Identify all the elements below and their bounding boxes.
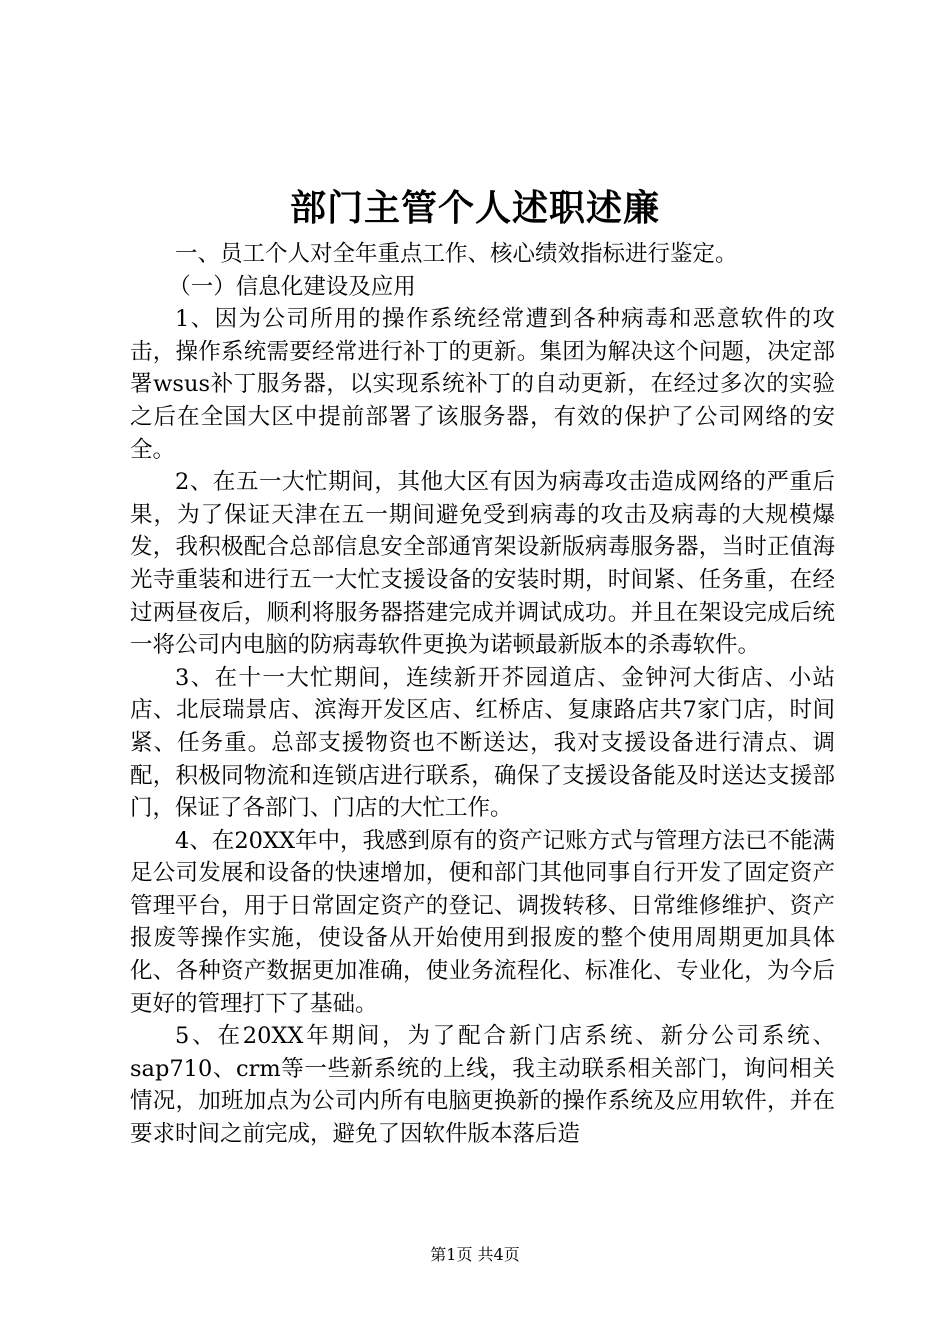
paragraph-item-5: 5、在20XX年期间，为了配合新门店系统、新分公司系统、sap710、crm等一些新系统的上线，我主动联系相关部门，询问相关情况，加班加点为公司内所有电脑更换新的操作系统及应用软件，并在要求时间之前完成，避免了因软件版本落后造 [130,1023,835,1148]
subsection-heading: （一）信息化建设及应用 [168,273,416,300]
paragraph-item-3: 3、在十一大忙期间，连续新开芥园道店、金钟河大街店、小站店、北辰瑞景店、滨海开发区店、红桥店、复康路店共7家门店，时间紧、任务重。总部支援物资也不断送达，我对支援设备进行清点、调配，积极同物流和连锁店进行联系，确保了支援设备能及时送达支援部门，保证了各部门、门店的大忙工作。 [130,664,835,822]
paragraph-item-2: 2、在五一大忙期间，其他大区有因为病毒攻击造成网络的严重后果，为了保证天津在五一期间避免受到病毒的攻击及病毒的大规模爆发，我积极配合总部信息安全部通宵架设新版病毒服务器，当时正值海光寺重装和进行五一大忙支援设备的安装时期，时间紧、任务重，在经过两昼夜后，顺利将服务器搭建完成并调试成功。并且在架设完成后统一将公司内电脑的防病毒软件更换为诺顿最新版本的杀毒软件。 [130,469,835,659]
document-title: 部门主管个人述职述廉 [289,187,660,229]
paragraph-item-1: 1、因为公司所用的操作系统经常遭到各种病毒和恶意软件的攻击，操作系统需要经常进行补丁的更新。集团为解决这个问题，决定部署wsus补丁服务器，以实现系统补丁的自动更新，在经过多次的实验之后在全国大区中提前部署了该服务器，有效的保护了公司网络的安全。 [130,306,835,463]
page-footer: 第1页 共4页 [430,1245,520,1264]
paragraph-item-4: 4、在20XX年中，我感到原有的资产记账方式与管理方法已不能满足公司发展和设备的快速增加，便和部门其他同事自行开发了固定资产管理平台，用于日常固定资产的登记、调拨转移、日常维修维护、资产报废等操作实施，使设备从开始使用到报废的整个使用周期更加具体化、各种资产数据更加准确，使业务流程化、标准化、专业化，为今后更好的管理打下了基础。 [130,827,835,1017]
section-heading: 一、员工个人对全年重点工作、核心绩效指标进行鉴定。 [175,241,738,267]
document-body [130,238,835,1151]
